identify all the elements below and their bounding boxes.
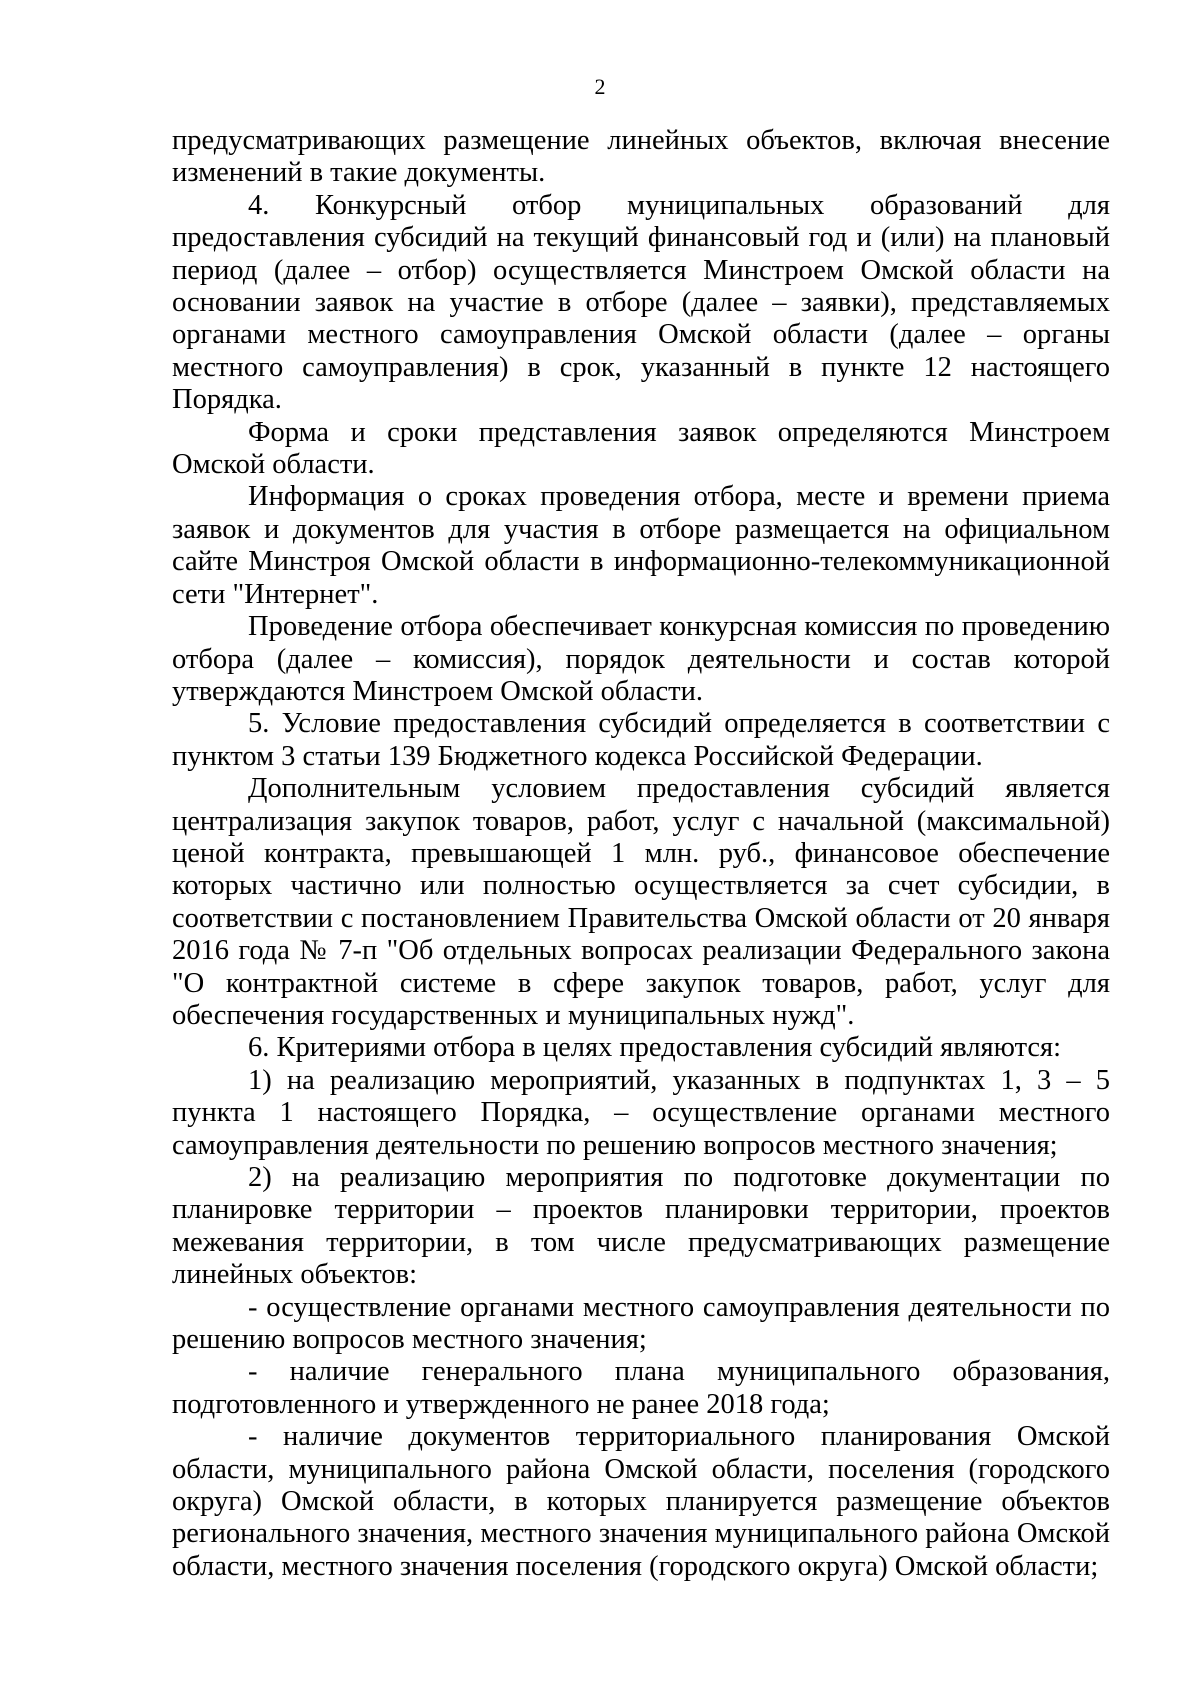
paragraph-selection-info: Информация о сроках проведения отбора, месте и времени приема заявок и документов для участия в отборе размещается на официальном сайте Минстроя Омской области в информационно-телекоммуникационной сети "Интернет". bbox=[172, 481, 1110, 610]
paragraph-commission: Проведение отбора обеспечивает конкурсная комиссия по проведению отбора (далее – комиссия), порядок деятельности и состав которой утверждаются Минстроем Омской области. bbox=[172, 611, 1110, 707]
page-number: 2 bbox=[594, 74, 606, 99]
paragraph-item-5: 5. Условие предоставления субсидий определяется в соответствии с пунктом 3 статьи 139 Бюджетного кодекса Российской Федерации. bbox=[172, 708, 1110, 772]
paragraph-criterion-2-bullet-1: - осуществление органами местного самоуправления деятельности по решению вопросов местного значения; bbox=[172, 1291, 1110, 1356]
document-body bbox=[172, 125, 1110, 1583]
paragraph-criterion-2-bullet-3: - наличие документов территориального планирования Омской области, муниципального района Омской области, поселения (городского округа) Омской области, в которых планируется размещение объектов регионального значения, местного значения муниципального района Омской области, местного значения поселения (городского округа) Омской области; bbox=[172, 1421, 1110, 1582]
paragraph-item-4: 4. Конкурсный отбор муниципальных образований для предоставления субсидий на текущий финансовый год и (или) на плановый период (далее – отбор) осуществляется Минстроем Омской области на основании заявок на участие в отборе (далее – заявки), представляемых органами местного самоуправления Омской области (далее – органы местного самоуправления) в срок, указанный в пункте 12 настоящего Порядка. bbox=[172, 189, 1110, 416]
paragraph-criterion-1: 1) на реализацию мероприятий, указанных в подпунктах 1, 3 – 5 пункта 1 настоящего Порядка, – осуществление органами местного самоуправления деятельности по решению вопросов местного значения; bbox=[172, 1064, 1110, 1161]
paragraph-criterion-2: 2) на реализацию мероприятия по подготовке документации по планировке территории – проектов планировки территории, проектов межевания территории, в том числе предусматривающих размещение линейных объектов: bbox=[172, 1162, 1110, 1291]
paragraph-additional-condition: Дополнительным условием предоставления субсидий является централизация закупок товаров, работ, услуг с начальной (максимальной) ценой контракта, превышающей 1 млн. руб., финансовое обеспечение которых частично или полностью осуществляется за счет субсидии, в соответствии с постановлением Правительства Омской области от 20 января 2016 года № 7-п "Об отдельных вопросах реализации Федерального закона "О контрактной системе в сфере закупок товаров, работ, услуг для обеспечения государственных и муниципальных нужд". bbox=[172, 773, 1110, 1031]
paragraph-application-form: Форма и сроки представления заявок определяются Минстроем Омской области. bbox=[172, 416, 1110, 481]
paragraph-item-6: 6. Критериями отбора в целях предоставления субсидий являются: bbox=[248, 1032, 1062, 1064]
paragraph-continuation: предусматривающих размещение линейных объектов, включая внесение изменений в такие документы. bbox=[172, 125, 1110, 189]
paragraph-criterion-2-bullet-2: - наличие генерального плана муниципального образования, подготовленного и утвержденного не ранее 2018 года; bbox=[172, 1356, 1110, 1420]
